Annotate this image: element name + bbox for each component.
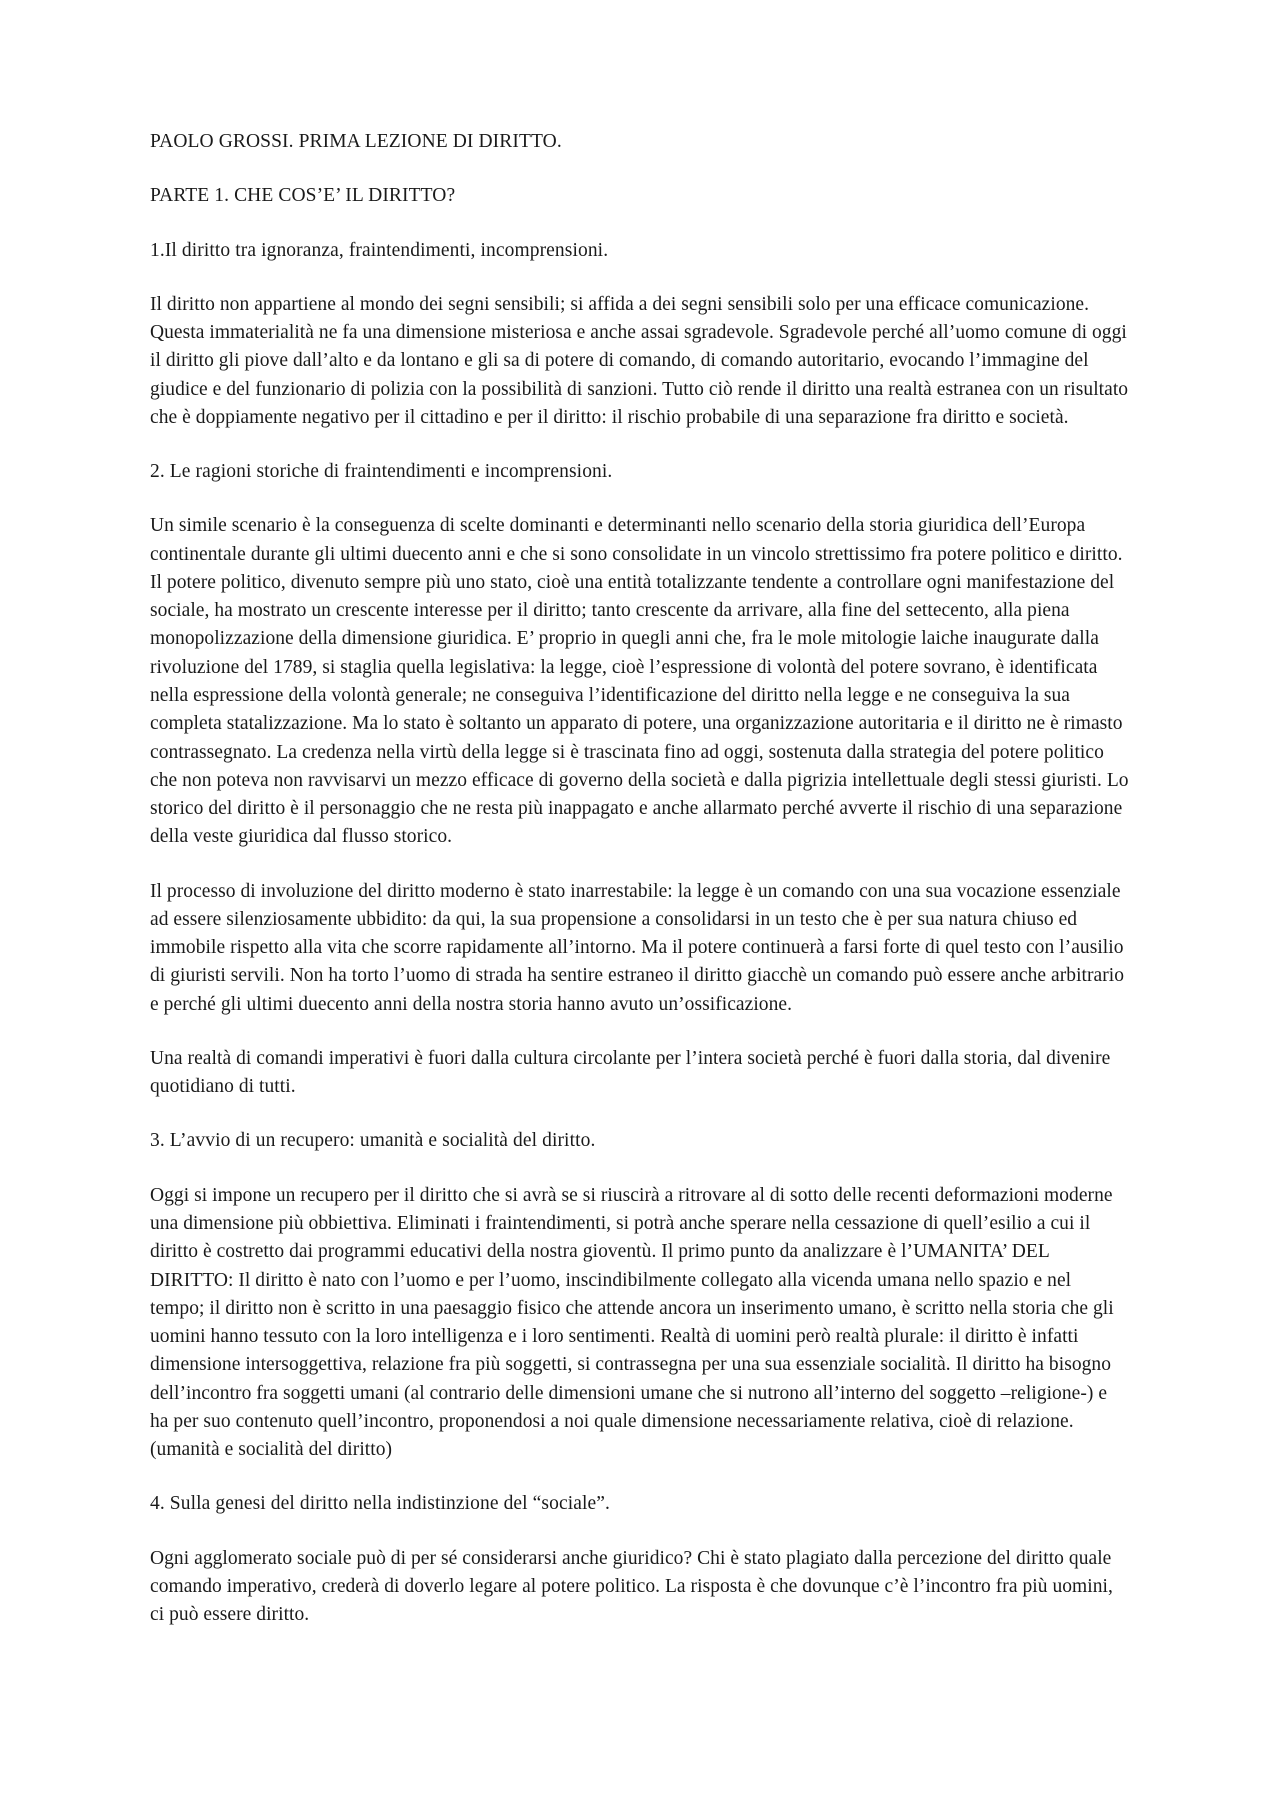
paragraph-5: Oggi si impone un recupero per il diritto che si avrà se si riuscirà a ritrovare al di sotto delle recenti deformazioni moderne una dimensione più obbiettiva. Eliminati i fraintendimenti, si potrà anche sperare nella cessazione di quell’esilio a cui il diritto è costretto dai programmi educativi della nostra gioventù. Il primo punto da analizzare è l’UMANITA’ DEL DIRITTO: Il diritto è nato con l’uomo e per l’uomo, inscindibilmente collegato alla vicenda umana nello spazio e nel tempo; il diritto non è scritto in una paesaggio fisico che attende ancora un inserimento umano, è scritto nella storia che gli uomini hanno tessuto con la loro intelligenza e i loro sentimenti. Realtà di uomini però realtà plurale: il diritto è infatti dimensione intersoggettiva, relazione fra più soggetti, si contrassegna per una sua essenziale socialità. Il diritto ha bisogno dell’incontro fra soggetti umani (al contrario delle dimensioni umane che si nutrono all’interno del soggetto –religione-) e ha per suo contenuto quell’incontro, proponendosi a noi quale dimensione necessariamente relativa, cioè di relazione. (umanità e socialità del diritto): [150, 1184, 1114, 1461]
paragraph-4: Una realtà di comandi imperativi è fuori dalla cultura circolante per l’intera società perché è fuori dalla storia, dal divenire quotidiano di tutti.: [150, 1047, 1111, 1098]
document-title: PAOLO GROSSI. PRIMA LEZIONE DI DIRITTO.: [150, 131, 562, 152]
section-heading-4: 4. Sulla genesi del diritto nella indistinzione del “sociale”.: [150, 1493, 610, 1515]
paragraph-2: Un simile scenario è la conseguenza di scelte dominanti e determinanti nello scenario della storia giuridica dell’Europa continentale durante gli ultimi duecento anni e che si sono consolidate in un vincolo strettissimo fra potere politico e diritto. Il potere politico, divenuto sempre più uno stato, cioè una entità totalizzante tendente a controllare ogni manifestazione del sociale, ha mostrato un crescente interesse per il diritto; tanto crescente da arrivare, alla fine del settecento, alla piena monopolizzazione della dimensione giuridica. E’ proprio in quegli anni che, fra le mole mitologie laiche inaugurate dalla rivoluzione del 1789, si staglia quella legislativa: la legge, cioè l’espressione di volontà del potere sovrano, è identificata nella espressione della volontà generale; ne conseguiva l’identificazione del diritto nella legge e ne conseguiva la sua completa statalizzazione. Ma lo stato è soltanto un apparato di potere, una organizzazione autoritaria e il diritto ne è rimasto contrassegnato. La credenza nella virtù della legge si è trascinata fino ad oggi, sostenuta dalla strategia del potere politico che non poteva non ravvisarvi un mezzo efficace di governo della società e dalla pigrizia intellettuale degli stessi giuristi. Lo storico del diritto è il personaggio che ne resta più inappagato e anche allarmato perché avverte il rischio di una separazione della veste giuridica dal flusso storico.: [150, 515, 1129, 848]
section-heading-1: 1.Il diritto tra ignoranza, fraintendimenti, incomprensioni.: [150, 239, 609, 261]
section-heading-2: 2. Le ragioni storiche di fraintendimenti e incomprensioni.: [150, 461, 613, 483]
paragraph-6: Ogni agglomerato sociale può di per sé considerarsi anche giuridico? Chi è stato plagiato dalla percezione del diritto quale comando imperativo, crederà di doverlo legare al potere politico. La risposta è che dovunque c’è l’incontro fra più uomini, ci può essere diritto.: [150, 1547, 1113, 1626]
section-heading-3: 3. L’avvio di un recupero: umanità e socialità del diritto.: [150, 1130, 596, 1152]
paragraph-1: Il diritto non appartiene al mondo dei segni sensibili; si affida a dei segni sensibili solo per una efficace comunicazione. Questa immaterialità ne fa una dimensione misteriosa e anche assai sgradevole. Sgradevole perché all’uomo comune di oggi il diritto gli piove dall’alto e da lontano e gli sa di potere di comando, di comando autoritario, evocando l’immagine del giudice e del funzionario di polizia con la possibilità di sanzioni. Tutto ciò rende il diritto una realtà estranea con un risultato che è doppiamente negativo per il cittadino e per il diritto: il rischio probabile di una separazione fra diritto e società.: [150, 293, 1129, 428]
paragraph-3: Il processo di involuzione del diritto moderno è stato inarrestabile: la legge è un comando con una sua vocazione essenziale ad essere silenziosamente ubbidito: da qui, la sua propensione a consolidarsi in un testo che è per sua natura chiuso ed immobile rispetto alla vita che scorre rapidamente all’intorno. Ma il potere continuerà a farsi forte di quel testo con l’ausilio di giuristi servili. Non ha torto l’uomo di strada ha sentire estraneo il diritto giacchè un comando può essere anche arbitrario e perché gli ultimi duecento anni della nostra storia hanno avuto un’ossificazione.: [150, 880, 1125, 1015]
part-title: PARTE 1. CHE COS’E’ IL DIRITTO?: [150, 185, 456, 207]
